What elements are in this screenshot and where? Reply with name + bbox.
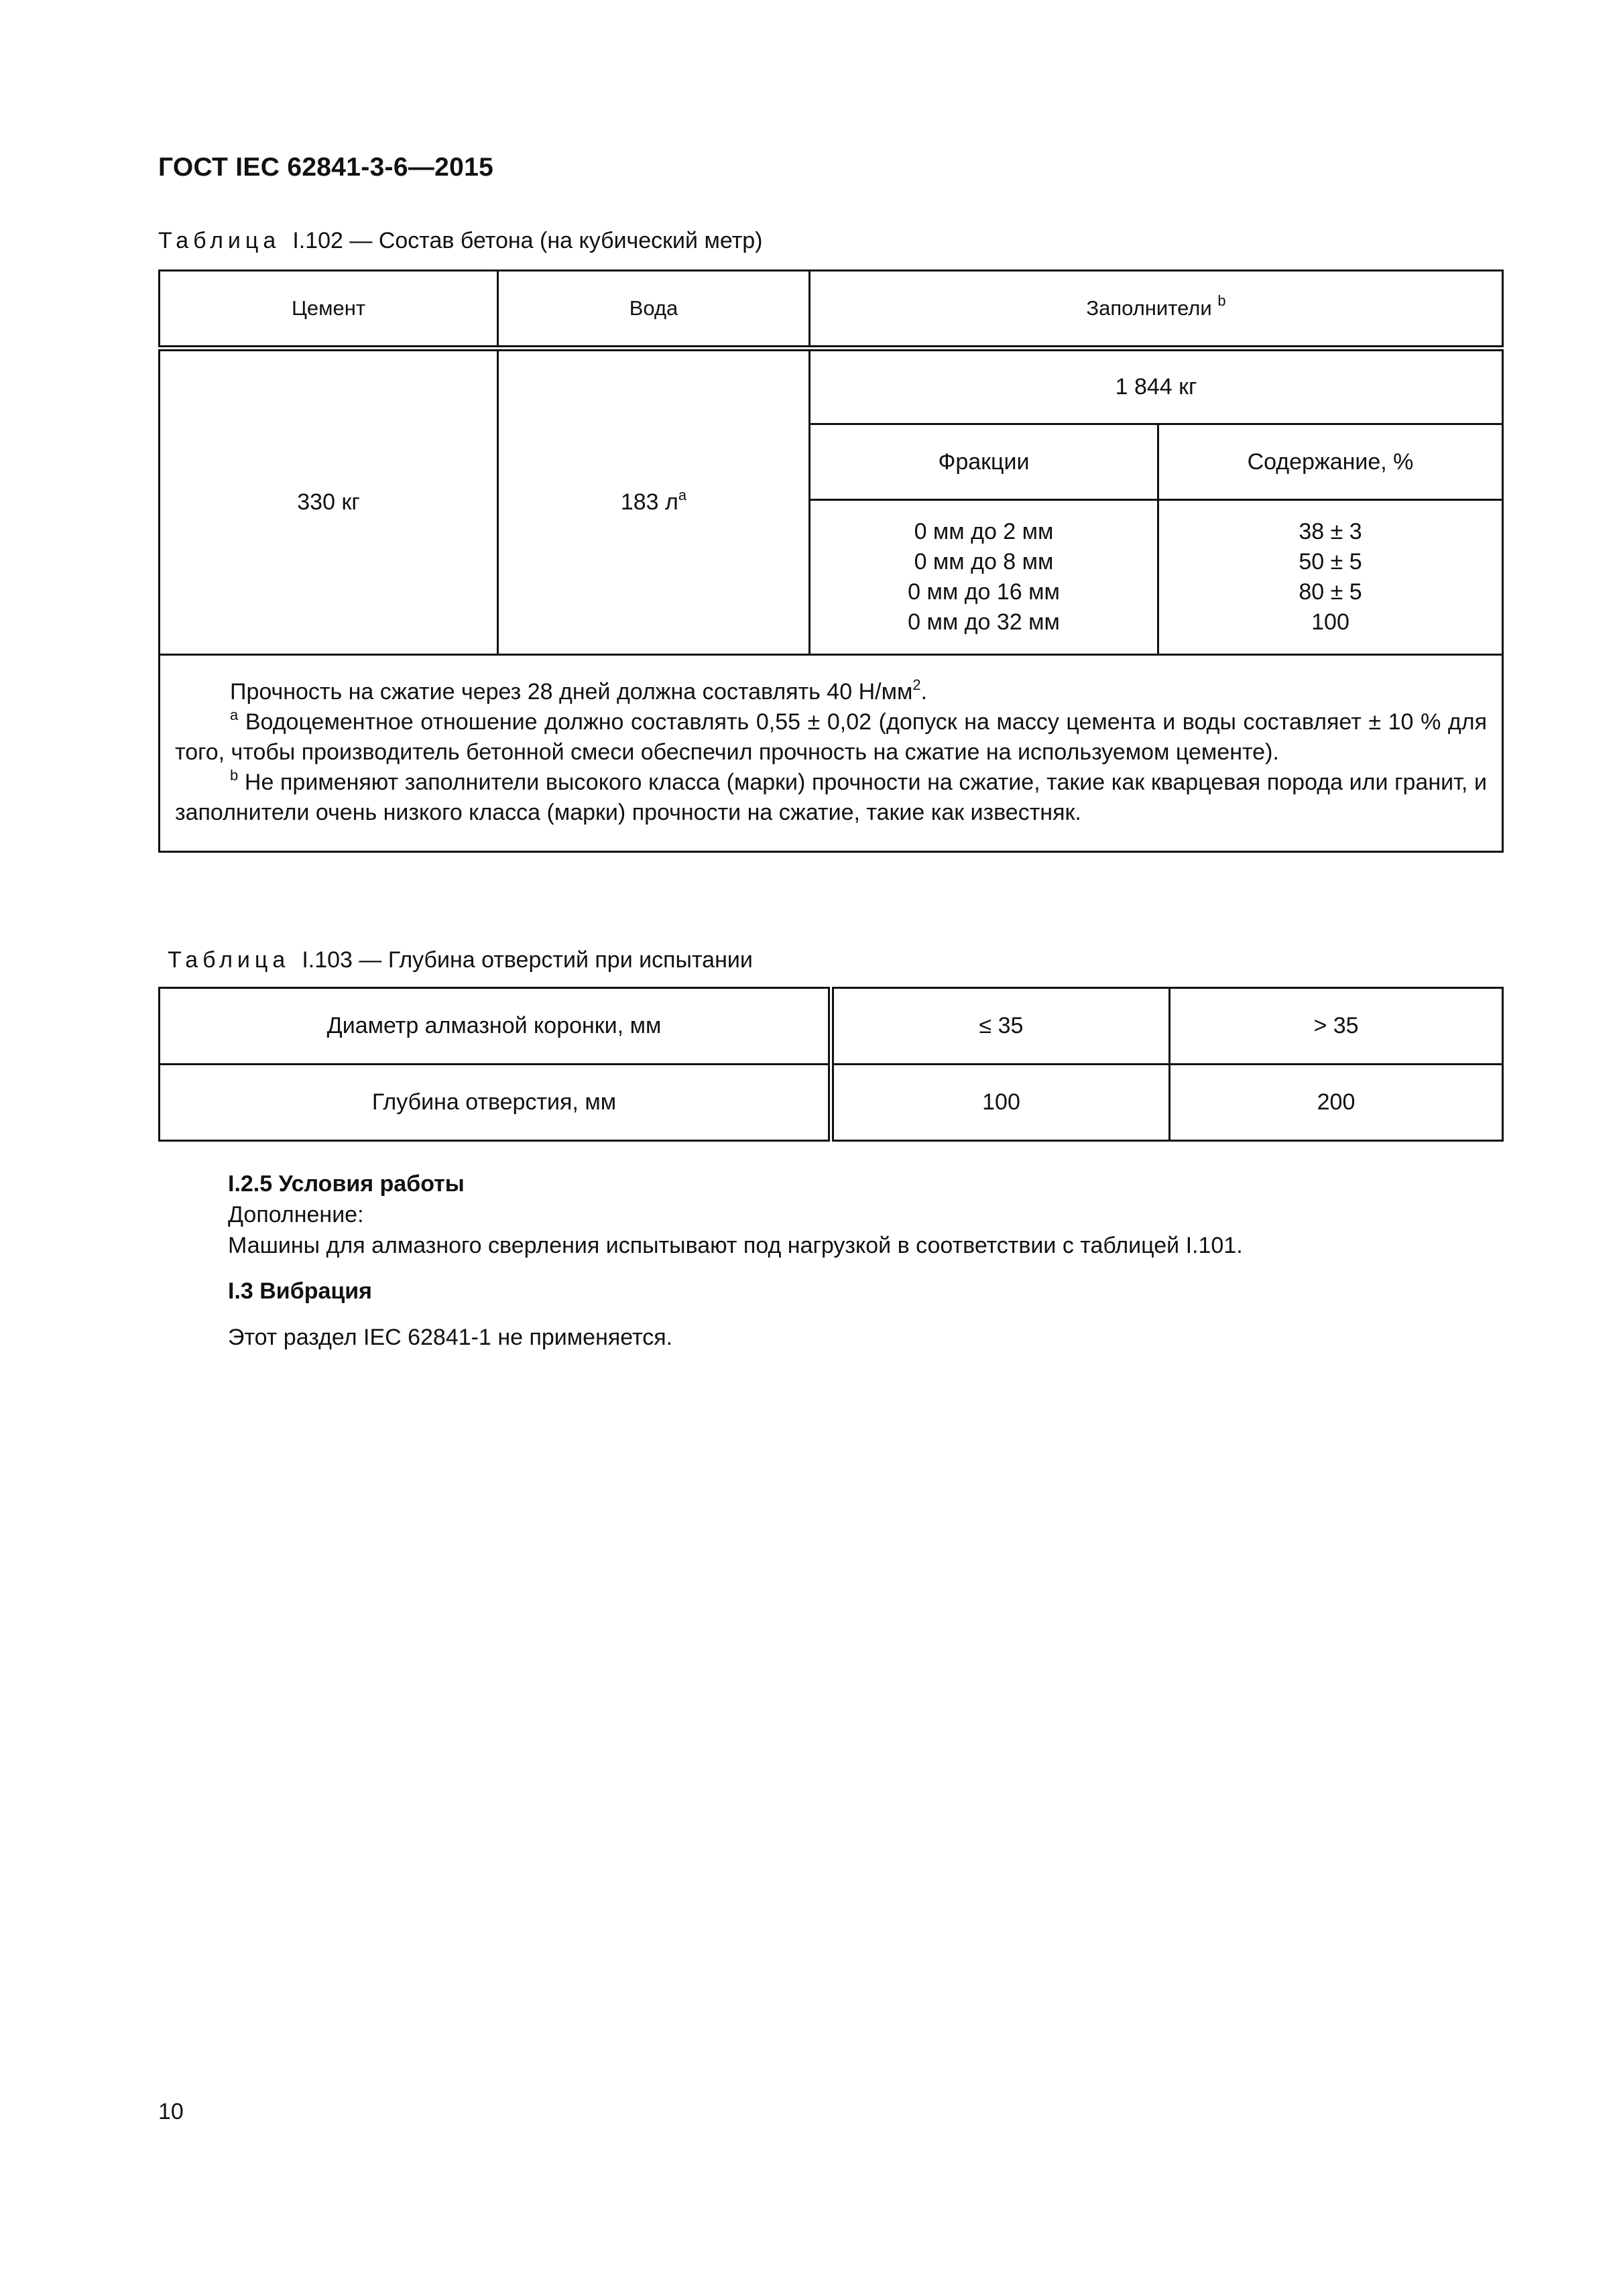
note-b-mark: b [230, 767, 239, 784]
table-notes [160, 655, 1503, 852]
hole-depth-table [158, 987, 1504, 1142]
note-strength [175, 677, 1487, 707]
fractions-header: Фракции [810, 424, 1158, 500]
section-1-3-title-text: I.3 Вибрация [228, 1278, 373, 1304]
content-item: 50 ± 5 [1299, 549, 1362, 575]
section-1-2-5-line2: Машины для алмазного сверления испытывают под нагрузкой в соответствии с таблицей I.101. [228, 1233, 1243, 1258]
table-row [160, 988, 1503, 1065]
header-cement: Цемент [160, 271, 498, 349]
note-strength-end: . [920, 679, 928, 705]
table-1-caption [158, 228, 762, 254]
fillers-total: 1 844 кг [810, 349, 1503, 424]
table-2-caption-word: Таблица [168, 947, 290, 973]
row-value: ≤ 35 [831, 988, 1170, 1065]
note-strength-sup: 2 [912, 676, 921, 693]
section-1-3-title [228, 1278, 372, 1305]
concrete-composition-table [158, 269, 1504, 853]
water-amount: 183 л [620, 489, 678, 515]
row-label: Глубина отверстия, мм [160, 1065, 831, 1141]
table-2-caption [168, 947, 753, 973]
row-value: > 35 [1170, 988, 1503, 1065]
content-header: Содержание, % [1158, 424, 1503, 500]
table-1-caption-word: Таблица [158, 228, 281, 253]
header-fillers-label: Заполнители [1086, 296, 1212, 320]
footnote-mark-a: a [678, 487, 687, 503]
content-item: 38 ± 3 [1299, 519, 1362, 544]
document-id: ГОСТ IEC 62841-3-6—2015 [158, 153, 494, 182]
note-a-text: Водоцементное отношение должно составлять 0,55 ± 0,02 (допуск на массу цемента и воды составляет ± 10 % для того, чтобы производитель бетонной смеси обеспечил прочность на сжатие на используемом цементе). [175, 709, 1487, 765]
fraction-item: 0 мм до 8 мм [914, 549, 1054, 575]
table-row [160, 349, 1503, 424]
footnote-mark-b: b [1217, 292, 1226, 309]
table-notes-row [160, 655, 1503, 852]
header-water: Вода [498, 271, 810, 349]
row-value: 100 [831, 1065, 1170, 1141]
table-1-caption-text: I.102 — Состав бетона (на кубический метр) [292, 228, 763, 253]
row-label: Диаметр алмазной коронки, мм [160, 988, 831, 1065]
table-row [160, 1065, 1503, 1141]
water-value [498, 349, 810, 655]
section-1-3-text: Этот раздел IEC 62841-1 не применяется. [228, 1325, 673, 1350]
table-header-row [160, 271, 1503, 349]
cement-value: 330 кг [160, 349, 498, 655]
note-b [175, 768, 1487, 828]
page-number: 10 [158, 2099, 184, 2124]
fraction-item: 0 мм до 32 мм [908, 609, 1060, 635]
content-item: 80 ± 5 [1299, 579, 1362, 605]
contents-list [1158, 500, 1503, 655]
note-b-text: Не применяют заполнители высокого класса (марки) прочности на сжатие, такие как кварцевая порода или гранит, и заполнители очень низкого класса (марки) прочности на сжатие, такие как известняк. [175, 770, 1488, 825]
note-a [175, 707, 1487, 768]
note-a-mark: a [230, 707, 239, 723]
note-strength-text: Прочность на сжатие через 28 дней должна составлять 40 Н/мм [230, 679, 913, 705]
row-value: 200 [1170, 1065, 1503, 1141]
section-1-2-5-title [228, 1171, 465, 1197]
section-1-2-5-line1: Дополнение: [228, 1202, 364, 1227]
content-item: 100 [1311, 609, 1349, 635]
table-2-caption-text: I.103 — Глубина отверстий при испытании [302, 947, 753, 973]
fractions-list [810, 500, 1158, 655]
header-fillers [810, 271, 1503, 349]
fraction-item: 0 мм до 16 мм [908, 579, 1060, 605]
fraction-item: 0 мм до 2 мм [914, 519, 1054, 544]
section-1-2-5-title-text: I.2.5 Условия работы [228, 1171, 465, 1197]
